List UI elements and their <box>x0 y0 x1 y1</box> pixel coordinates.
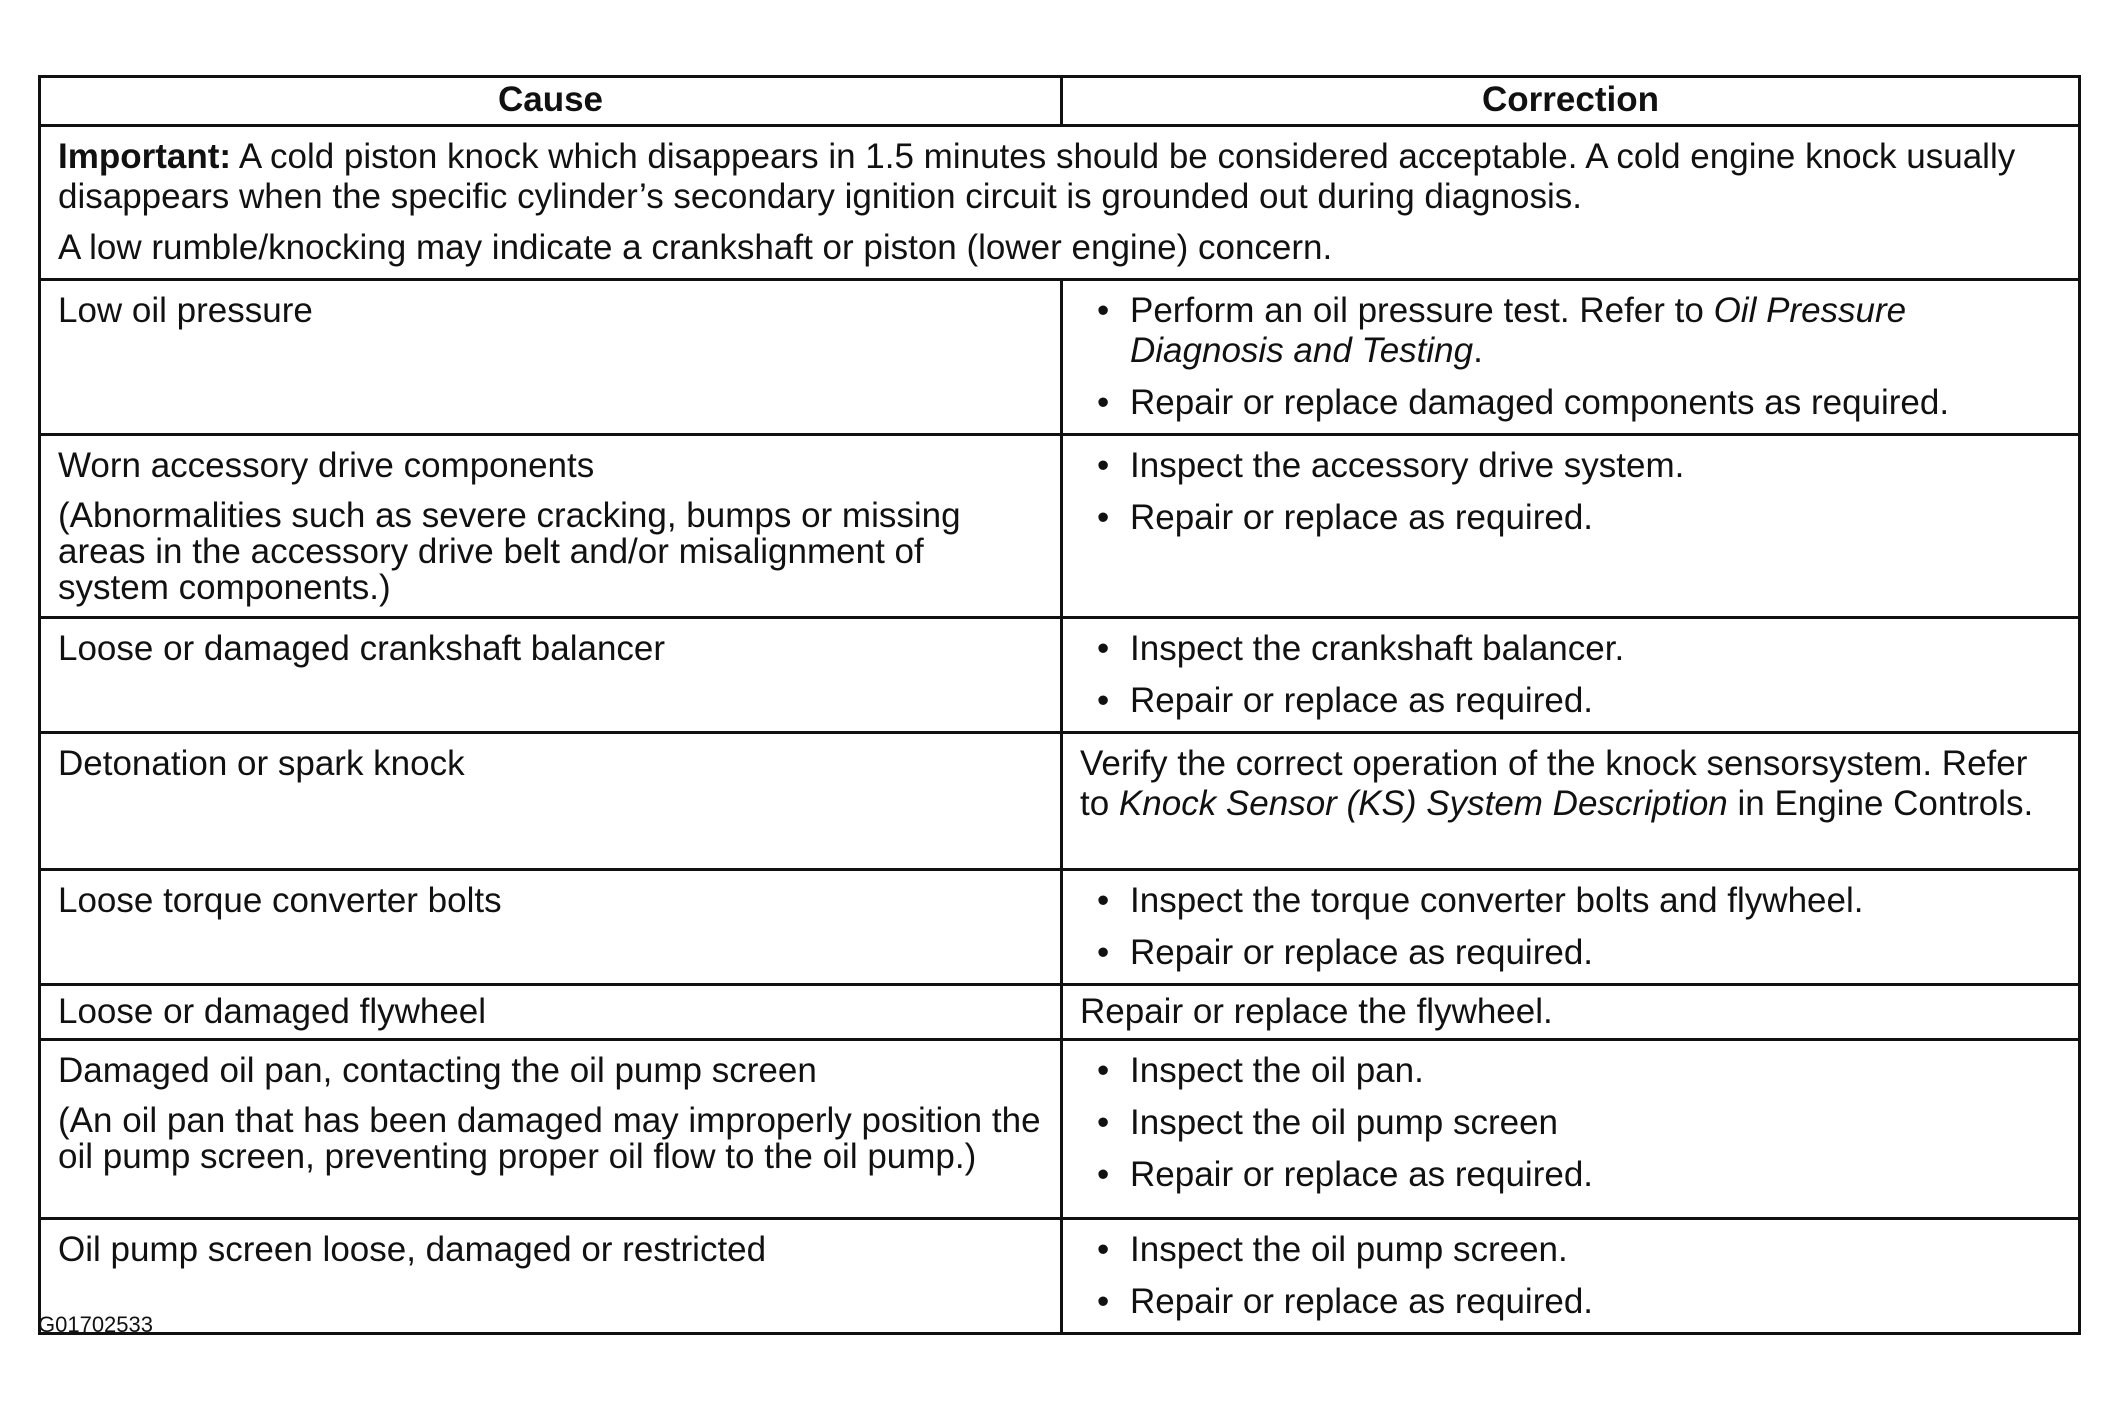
list-item: • Inspect the oil pan. <box>1130 1051 2061 1091</box>
cause-cell <box>40 1040 1062 1219</box>
correction-list <box>1080 629 2061 721</box>
correction-cell: Verify the correct operation of the knock sensorsystem. Refer to Knock Sensor (KS) System Description in Engine Controls. <box>1062 733 2080 870</box>
note-paragraph <box>58 137 2061 217</box>
correction-list <box>1080 291 2061 423</box>
list-item: • Perform an oil pressure test. Refer to Oil Pressure Diagnosis and Testing. <box>1130 291 2061 371</box>
cause-text: Low oil pressure <box>58 291 313 330</box>
correction-cell: Repair or replace the flywheel. <box>1062 985 2080 1040</box>
note-line-2: A low rumble/knocking may indicate a crankshaft or piston (lower engine) concern. <box>58 228 1333 267</box>
correction-cell <box>1062 1219 2080 1334</box>
important-label: Important: <box>58 137 232 176</box>
cause-cell <box>40 618 1062 733</box>
important-note <box>40 126 2080 280</box>
header-cause: Cause <box>40 77 1062 126</box>
table-row <box>40 618 2080 733</box>
list-item: • Repair or replace as required. <box>1130 1155 2061 1195</box>
cause-text: Loose torque converter bolts <box>58 881 502 920</box>
list-item: • Inspect the torque converter bolts and flywheel. <box>1130 881 2061 921</box>
note-text: A cold piston knock which disappears in 1.5 minutes should be considered acceptable. A cold engine knock usually disappears when the specific cylinder’s secondary ignition circuit is grounded out during diagnosis. <box>58 137 2016 216</box>
figure-id: G01702533 <box>38 1312 153 1337</box>
list-item: • Repair or replace as required. <box>1130 498 2061 538</box>
correction-cell <box>1062 280 2080 435</box>
list-item: • Repair or replace as required. <box>1130 933 2061 973</box>
table-row <box>40 870 2080 985</box>
reference-link[interactable]: Oil Pressure Diagnosis and Testing <box>1130 291 1907 370</box>
reference-link[interactable]: Knock Sensor (KS) System Description <box>1118 784 1728 823</box>
table-row <box>40 280 2080 435</box>
correction-cell <box>1062 435 2080 618</box>
cause-text: Oil pump screen loose, damaged or restricted <box>58 1230 767 1269</box>
list-item: • Inspect the crankshaft balancer. <box>1130 629 2061 669</box>
cause-cell <box>40 280 1062 435</box>
cause-text: Worn accessory drive components <box>58 446 595 485</box>
correction-cell <box>1062 1040 2080 1219</box>
list-item: • Inspect the oil pump screen. <box>1130 1230 2061 1270</box>
correction-cell <box>1062 870 2080 985</box>
table-row <box>40 435 2080 618</box>
list-item: • Inspect the oil pump screen <box>1130 1103 2061 1143</box>
header-correction: Correction <box>1062 77 2080 126</box>
correction-cell <box>1062 618 2080 733</box>
correction-list <box>1080 1051 2061 1195</box>
diagnosis-table <box>38 75 2081 1335</box>
correction-list <box>1080 1230 2061 1322</box>
cause-cell <box>40 1219 1062 1334</box>
cause-text: Damaged oil pan, contacting the oil pump screen <box>58 1051 817 1090</box>
table-row <box>40 1040 2080 1219</box>
table-row <box>40 985 2080 1040</box>
cause-note: (An oil pan that has been damaged may improperly position the oil pump screen, preventing proper oil flow to the oil pump.) <box>58 1101 1041 1176</box>
cause-cell <box>40 985 1062 1040</box>
list-item: • Repair or replace damaged components as required. <box>1130 383 2061 423</box>
cause-cell <box>40 870 1062 985</box>
list-item: • Inspect the accessory drive system. <box>1130 446 2061 486</box>
header-row <box>40 77 2080 126</box>
cause-cell <box>40 733 1062 870</box>
cause-text: Detonation or spark knock <box>58 744 465 783</box>
cause-text: Loose or damaged crankshaft balancer <box>58 629 666 668</box>
table-row <box>40 1219 2080 1334</box>
correction-list <box>1080 881 2061 973</box>
correction-list <box>1080 446 2061 538</box>
important-note-row <box>40 126 2080 280</box>
table-row <box>40 733 2080 870</box>
cause-cell <box>40 435 1062 618</box>
list-item: • Repair or replace as required. <box>1130 1282 2061 1322</box>
cause-note: (Abnormalities such as severe cracking, bumps or missing areas in the accessory drive belt and/or misalignment of system components.) <box>58 496 961 607</box>
cause-text: Loose or damaged flywheel <box>58 992 487 1031</box>
list-item: • Repair or replace as required. <box>1130 681 2061 721</box>
